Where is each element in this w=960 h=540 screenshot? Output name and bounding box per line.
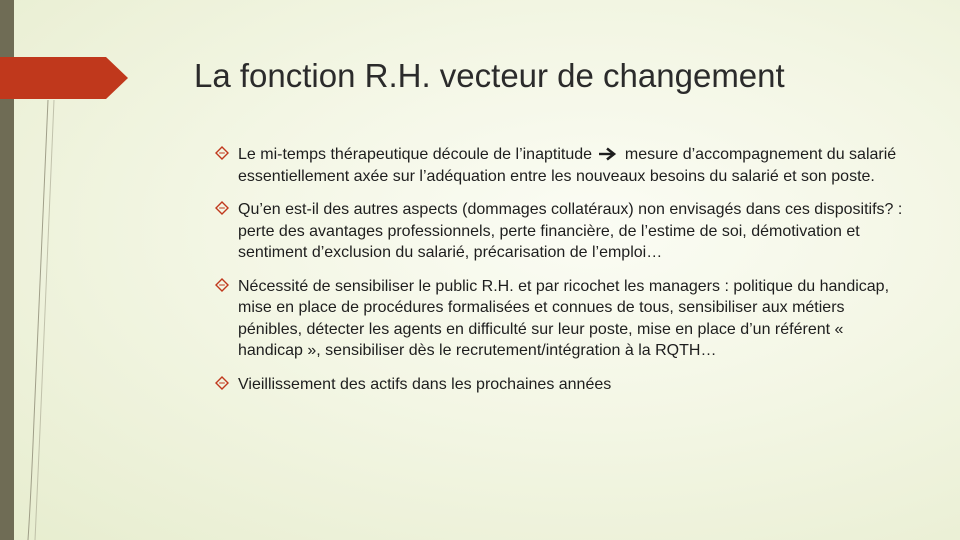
bullet-item-4 xyxy=(214,374,904,396)
diamond-bullet-icon xyxy=(215,278,229,292)
diamond-bullet-icon xyxy=(215,146,229,160)
right-arrow-icon xyxy=(598,147,618,161)
bullet-4-text: Vieillissement des actifs dans les prochaines années xyxy=(238,375,612,393)
diamond-bullet-icon xyxy=(215,376,229,390)
bullet-1-text-part-1: Le mi-temps thérapeutique découle de l’inaptitude xyxy=(238,146,593,163)
bullet-1-text-part-2: mesure d’accompagnement du salarié essentiellement axée sur l’adéquation entre les nouveaux besoins du salarié et son poste. xyxy=(238,146,897,185)
diamond-bullet-icon xyxy=(215,201,229,215)
title-accent-tab xyxy=(0,57,128,99)
bullet-list xyxy=(214,144,904,407)
bullet-3-text: Nécessité de sensibiliser le public R.H. et par ricochet les managers : politique du handicap, mise en place de procédures formalisées et connues de tous, sensibiliser aux métiers pénibles, détecter les agents en difficulté sur leur poste, mise en place d’un référent « handicap », sensibiliser dès le recrutement/intégration à la RQTH… xyxy=(238,277,890,359)
bullet-2-text: Qu’en est-il des autres aspects (dommages collatéraux) non envisagés dans ces dispositifs? : perte des avantages professionnels, perte financière, de l’estime de soi, démotivation et sentiment d’exclusion du salarié, précarisation de l’emploi… xyxy=(238,201,903,261)
bullet-item-3 xyxy=(214,276,904,362)
slide-title: La fonction R.H. vecteur de changement xyxy=(194,57,785,94)
bullet-item-1 xyxy=(214,144,904,187)
bullet-item-2 xyxy=(214,199,904,264)
